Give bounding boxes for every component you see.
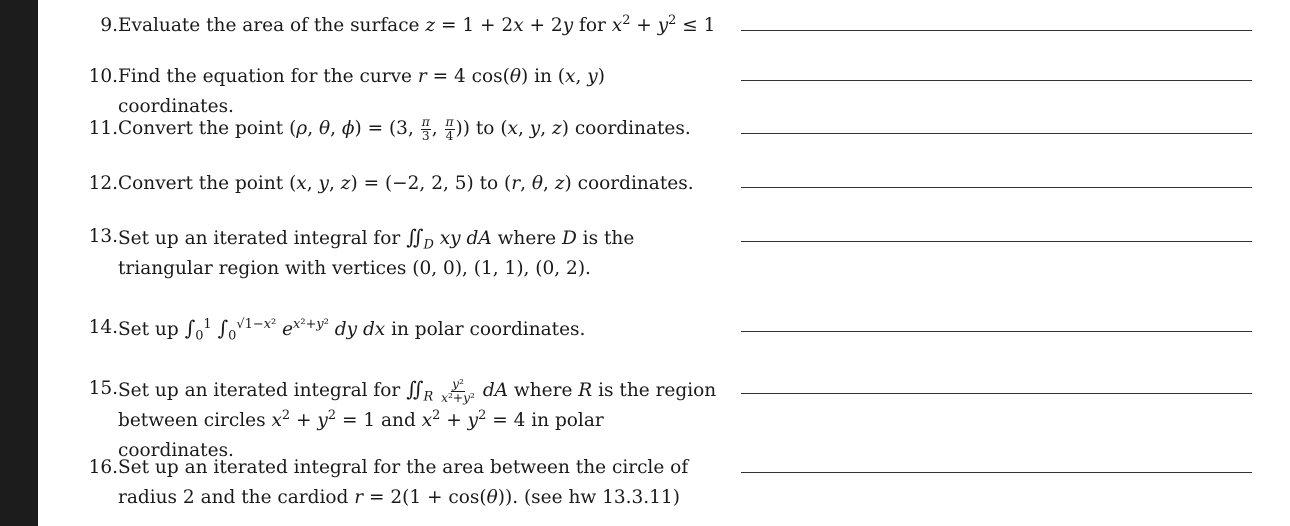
problem-number: 10. bbox=[88, 66, 118, 87]
problem-text: Find the equation for the curve r = 4 cos(θ) in (x, y) coordinates. bbox=[118, 66, 605, 117]
answer-line-13 bbox=[741, 241, 1252, 242]
problem-number: 9. bbox=[100, 15, 118, 36]
answer-line-16 bbox=[741, 472, 1252, 473]
answer-line-14 bbox=[741, 331, 1252, 332]
problem-text: Set up an iterated integral for $∬_D$ xy dA where D is the triangular region with vertices (0, 0), (1, 1), (0, 2). bbox=[118, 225, 635, 279]
problem-text: Convert the point (x, y, z) = (−2, 2, 5) to (r, θ, z) coordinates. bbox=[118, 173, 694, 194]
answer-line-10 bbox=[741, 80, 1252, 81]
answer-line-9 bbox=[741, 30, 1252, 31]
problem-number: 13. bbox=[88, 226, 118, 247]
problem-number: 15. bbox=[88, 378, 118, 399]
problem-number: 11. bbox=[88, 118, 118, 139]
problem-number: 12. bbox=[88, 173, 118, 194]
answer-line-11 bbox=[741, 133, 1252, 134]
problem-text: Set up an iterated integral for $∬_R$ $\frac{\text{y²}}{\text{x²+y²}}$ dA where R is the region between circles $x^2 + y^2 = 1$ and $x^2 + y^2 = 4$ in polar coordinates. bbox=[118, 376, 717, 461]
problem-number: 14. bbox=[88, 317, 118, 338]
problem-text: Set up $\int_0^1$ $\int_0^{√1-x^2}$ $e^{x^2+y^2}$ dy dx in polar coordinates. bbox=[118, 316, 586, 344]
worksheet-page bbox=[38, 0, 1290, 526]
answer-line-12 bbox=[741, 187, 1252, 188]
problem-number: 16. bbox=[88, 457, 118, 478]
problem-text: Convert the point (ρ, θ, ϕ) = (3, $\frac{\pi}{3}$ , $\frac{\pi}{4}$ )) to (x, y, z) coordinates. bbox=[118, 114, 691, 143]
problem-text: Set up an iterated integral for the area between the circle of radius 2 and the cardiod r = 2(1 + cos(θ)). (see hw 13.3.11) bbox=[118, 457, 689, 508]
problem-text: Evaluate the area of the surface z = 1 + 2x + 2y for $x^2 + y^2 \le 1$ bbox=[118, 12, 716, 36]
answer-line-15 bbox=[741, 393, 1252, 394]
